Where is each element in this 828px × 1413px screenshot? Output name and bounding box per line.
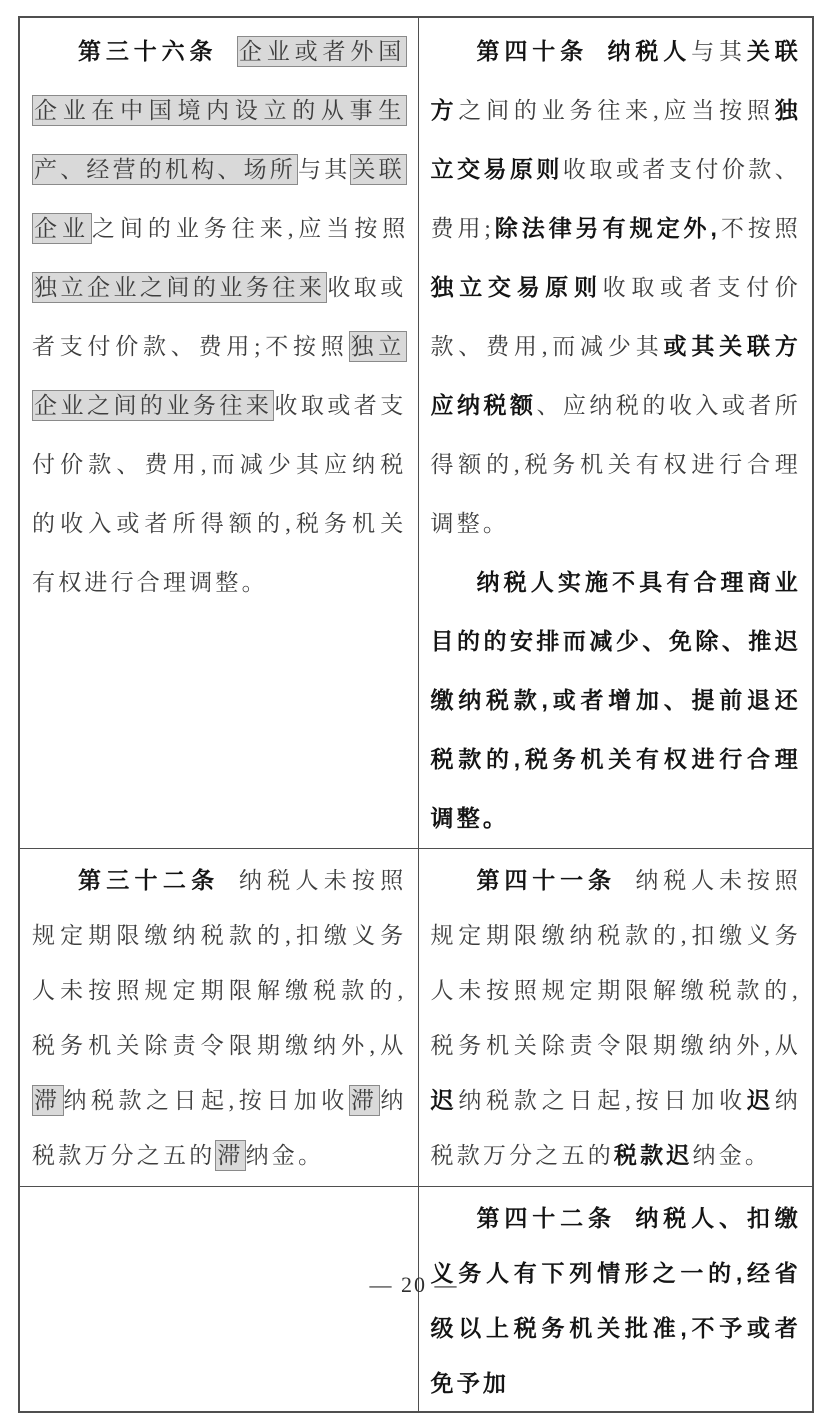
bold-text-run: 迟 [746, 1087, 775, 1113]
bold-text-run: 税款迟 [613, 1142, 693, 1168]
text-run: 纳金。 [245, 1143, 325, 1168]
highlighted-text-run: 滞 [215, 1140, 245, 1171]
article-number: 第三十六条 [78, 38, 218, 64]
highlighted-text-run: 独立企业之间的业务往来 [32, 331, 407, 421]
page-number: — 20 — [369, 1272, 459, 1297]
text-run: 与其 [298, 157, 351, 182]
bold-text-run: 独立交易原则 [430, 97, 801, 182]
bold-text-run: 关联方 [430, 38, 801, 123]
new-law-cell [418, 849, 813, 1187]
text-run: 纳税款万分之五的 [430, 1088, 801, 1168]
article-number: 第四十条 [476, 38, 588, 64]
highlighted-text-run: 滞 [32, 1085, 64, 1116]
text-run: 纳税款之日起,按日加收 [458, 1088, 747, 1113]
bold-text-run: 纳税人、扣缴义务人有下列情形之一的,经省级以上税务机关批准,不予或者免予加 [430, 1205, 801, 1396]
text-run: 、应纳税的收入或者所得额的,税务机关有权进行合理调整。 [430, 393, 801, 536]
bold-text-run: 或其关联方应纳税额 [430, 333, 801, 418]
text-run: 与其 [691, 39, 747, 64]
bold-text-run: 除法律另有规定外, [494, 215, 721, 241]
article-number: 第三十二条 [78, 867, 220, 893]
text-run: 纳税人未按照规定期限缴纳税款的,扣缴义务人未按照规定期限解缴税款的,税务机关除责令限期缴纳外,从 [430, 868, 801, 1058]
old-law-cell [19, 849, 418, 1187]
text-run: 纳税款之日起,按日加收 [63, 1088, 349, 1113]
text-run: 不按照 [720, 216, 801, 241]
highlighted-text-run: 企业或者外国企业在中国境内设立的从事生产、经营的机构、场所 [32, 36, 407, 185]
text-run: 收取或者支付价款、费用; [430, 157, 801, 241]
text-run: 纳金。 [692, 1143, 772, 1168]
bold-text-run: 纳税人实施不具有合理商业目的的安排而减少、免除、推迟缴纳税款,或者增加、提前退还税款的,税务机关有权进行合理调整。 [430, 569, 801, 831]
table-row [19, 849, 813, 1187]
article-paragraph [32, 22, 407, 612]
article-number: 第四十一条 [476, 867, 616, 893]
highlighted-text-run: 滞 [349, 1085, 381, 1116]
article-paragraph [431, 853, 802, 1183]
new-law-cell [418, 17, 813, 849]
law-comparison-table [18, 16, 814, 1413]
text-run: 之间的业务往来,应当按照 [91, 216, 409, 241]
text-run: 之间的业务往来,应当按照 [458, 98, 775, 123]
highlighted-text-run: 关联企业 [32, 154, 407, 244]
bold-text-run: 迟 [430, 1087, 459, 1113]
article-paragraph [32, 853, 407, 1183]
new-law-cell [418, 1187, 813, 1413]
table-row [19, 17, 813, 849]
text-run: 收取或者支付价款、费用,而减少其 [430, 275, 802, 359]
text-run: 收取或者支付价款、费用;不按照 [32, 275, 407, 359]
highlighted-text-run: 独立企业之间的业务往来 [32, 272, 327, 303]
old-law-cell [19, 1187, 418, 1413]
article-paragraph [431, 22, 802, 553]
article-paragraph [431, 1191, 802, 1411]
article-number: 第四十二条 [476, 1205, 616, 1231]
text-run: 纳税人未按照规定期限缴纳税款的,扣缴义务人未按照规定期限解缴税款的,税务机关除责令限期缴纳外,从 [32, 868, 407, 1058]
bold-text-run: 纳税人 [607, 38, 692, 64]
table-row [19, 1187, 813, 1413]
bold-text-run: 独立交易原则 [430, 274, 603, 300]
table-body [19, 17, 813, 1412]
text-run: 收取或者支付价款、费用,而减少其应纳税的收入或者所得额的,税务机关有权进行合理调整。 [32, 393, 407, 595]
article-paragraph [431, 553, 802, 848]
text-run: 纳税款万分之五的 [32, 1088, 407, 1168]
old-law-cell [19, 17, 418, 849]
